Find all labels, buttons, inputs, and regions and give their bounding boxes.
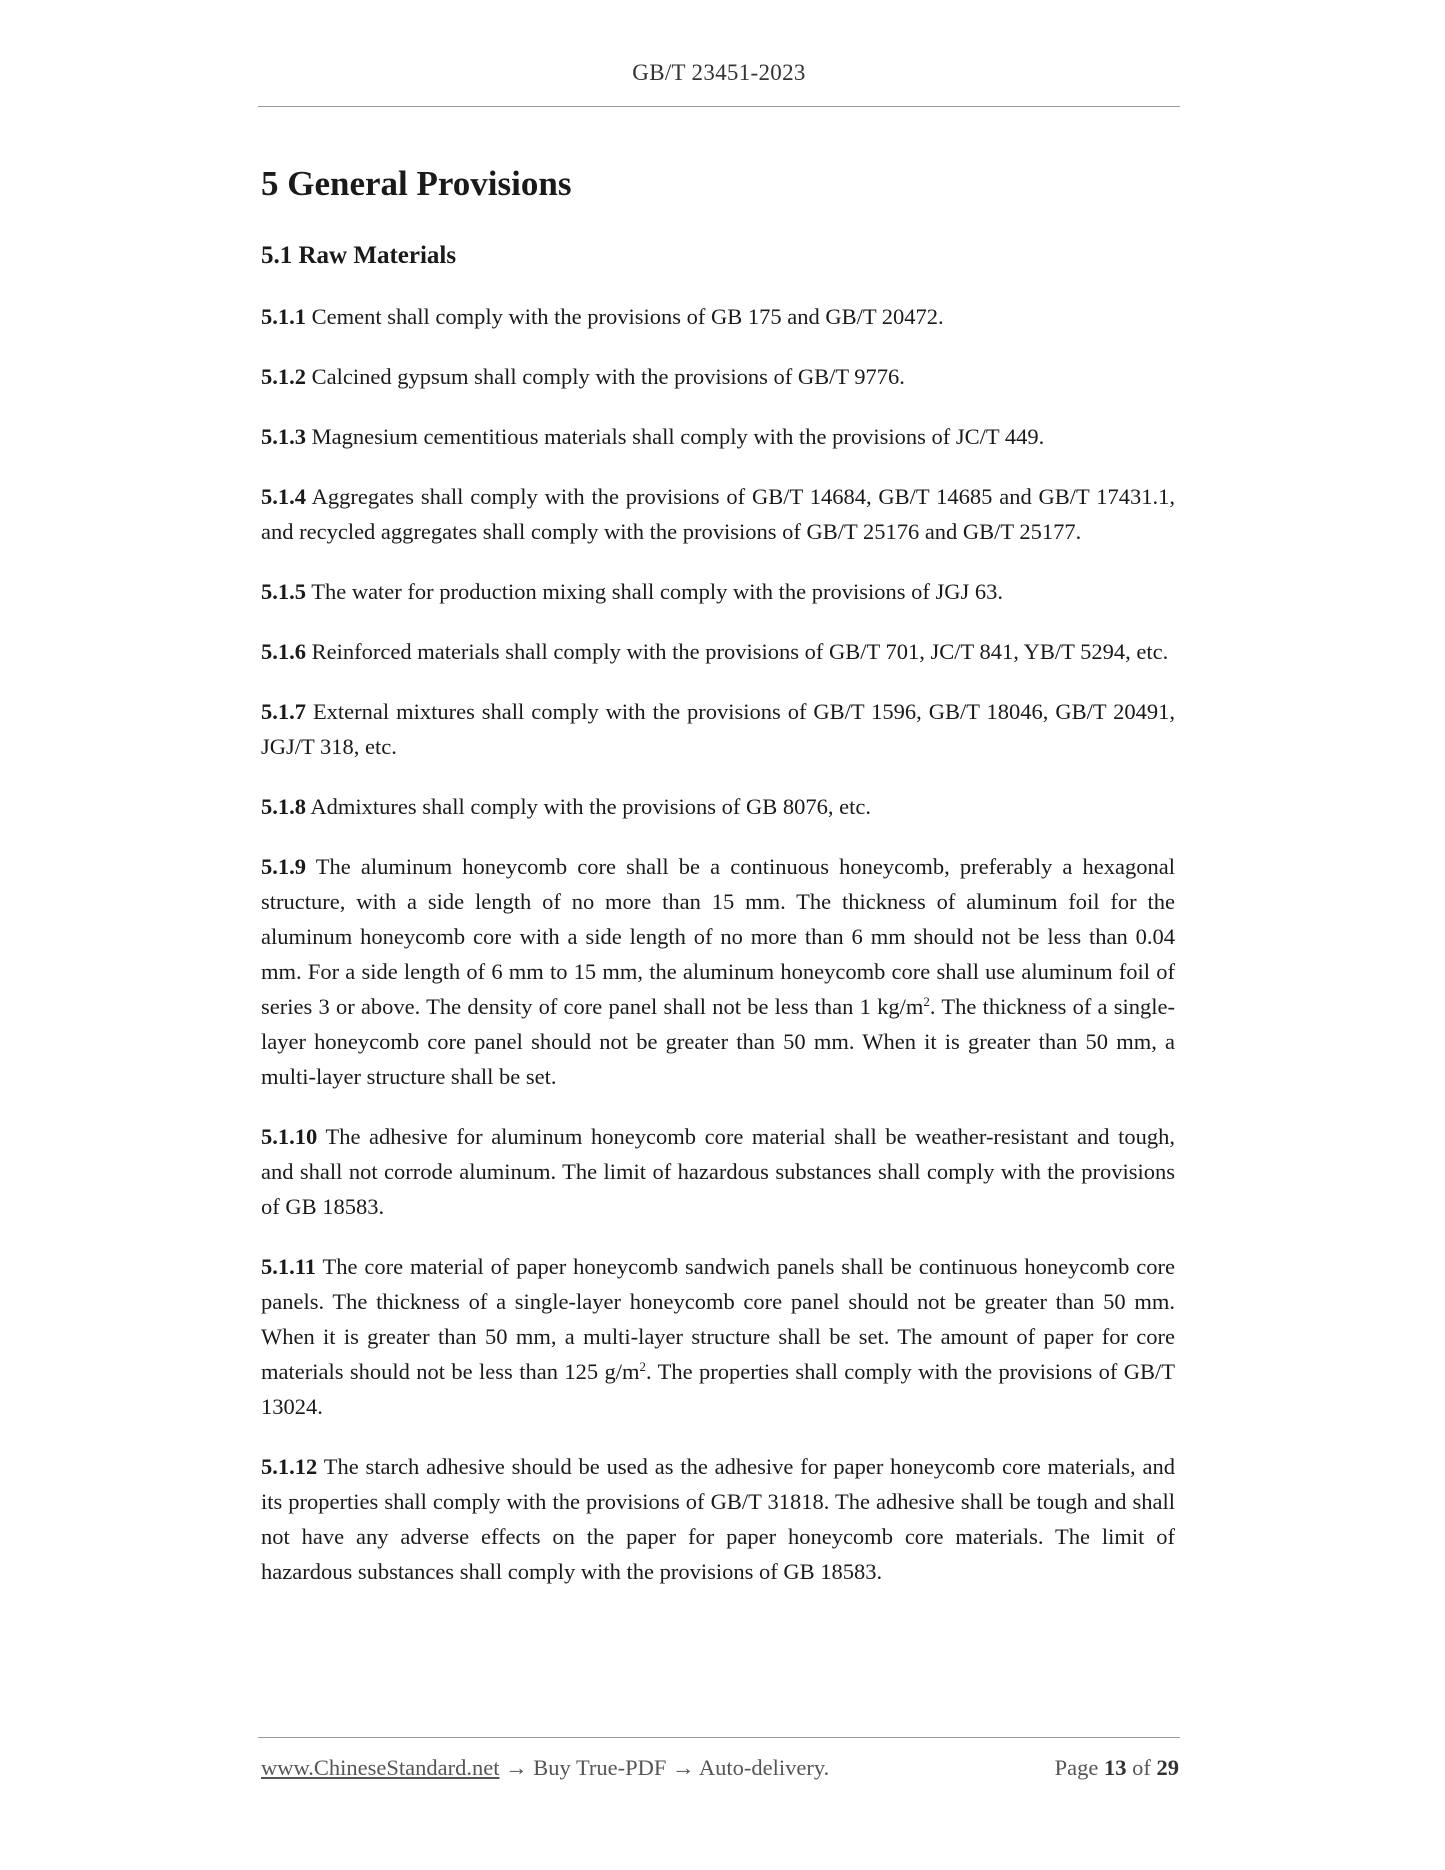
page-indicator (1055, 1755, 1179, 1781)
clause-number: 5.1.7 (261, 699, 306, 724)
clause-5-1-8 (261, 789, 1175, 824)
clause-5-1-7 (261, 694, 1175, 764)
clause-number: 5.1.4 (261, 484, 306, 509)
clause-5-1-11 (261, 1249, 1175, 1424)
clause-text: The core material of paper honeycomb sandwich panels shall be continuous honeycomb core panels. The thickness of a single-layer honeycomb core panel should not be greater than 50 mm. When it is greater than 50 mm, a multi-layer structure shall be set. The amount of paper for core materials should not be less than 125 g/m (261, 1254, 1175, 1384)
clause-text: The starch adhesive should be used as the adhesive for paper honeycomb core materials, and its properties shall comply with the provisions of GB/T 31818. The adhesive shall be tough and shall not have any adverse effects on the paper for paper honeycomb core materials. The limit of hazardous substances shall comply with the provisions of GB 18583. (261, 1454, 1175, 1584)
clause-number: 5.1.11 (261, 1254, 317, 1279)
clause-5-1-9 (261, 849, 1175, 1094)
clause-5-1-2 (261, 359, 1175, 394)
clause-text-continued: . The thickness of a single-layer honeycomb core panel should not be greater than 50 mm. When it is greater than 50 mm, a multi-layer structure shall be set. (261, 994, 1176, 1089)
clause-text: Magnesium cementitious materials shall comply with the provisions of JC/T 449. (306, 424, 1045, 449)
clause-number: 5.1.8 (261, 794, 306, 819)
clause-text-continued: . The properties shall comply with the provisions of GB/T 13024. (261, 1359, 1176, 1419)
clause-text: Admixtures shall comply with the provisions of GB 8076, etc. (306, 794, 871, 819)
clause-number: 5.1.3 (261, 424, 306, 449)
clause-5-1-6 (261, 634, 1175, 669)
clause-number: 5.1.10 (261, 1124, 318, 1149)
clause-5-1-1 (261, 299, 1175, 334)
clause-text: Calcined gypsum shall comply with the provisions of GB/T 9776. (306, 364, 905, 389)
header-divider (258, 106, 1180, 107)
clause-number: 5.1.6 (261, 639, 306, 664)
page-body (261, 158, 1175, 1589)
clause-number: 5.1.9 (261, 854, 306, 879)
footer-divider (258, 1737, 1180, 1738)
page-footer (261, 1755, 1179, 1781)
footer-tagline: → Buy True-PDF → Auto-delivery. (499, 1755, 830, 1780)
superscript: 2 (923, 994, 930, 1009)
clause-number: 5.1.1 (261, 304, 306, 329)
page-number: 13 (1104, 1755, 1127, 1780)
superscript: 2 (639, 1359, 647, 1374)
clause-text: The adhesive for aluminum honeycomb core material shall be weather-resistant and tough, and shall not corrode aluminum. The limit of hazardous substances shall comply with the provisions of GB 18583. (261, 1124, 1175, 1219)
clause-number: 5.1.2 (261, 364, 306, 389)
page-label: Page (1054, 1755, 1099, 1780)
clause-text: The water for production mixing shall comply with the provisions of JGJ 63. (306, 579, 1003, 604)
subsection-title: 5.1 Raw Materials (261, 242, 457, 269)
clause-text: Aggregates shall comply with the provisions of GB/T 14684, GB/T 14685 and GB/T 17431.1, and recycled aggregates shall comply with the provisions of GB/T 25176 and GB/T 25177. (261, 484, 1175, 544)
of-label: of (1132, 1755, 1151, 1780)
clause-5-1-4 (261, 479, 1175, 549)
clause-5-1-3 (261, 419, 1175, 454)
clause-number: 5.1.12 (261, 1454, 318, 1479)
clause-text: External mixtures shall comply with the provisions of GB/T 1596, GB/T 18046, GB/T 20491, JGJ/T 318, etc. (261, 699, 1175, 759)
clause-text: Reinforced materials shall comply with the provisions of GB/T 701, JC/T 841, YB/T 5294, etc. (306, 639, 1169, 664)
clause-number: 5.1.5 (261, 579, 306, 604)
section-title: 5 General Provisions (261, 164, 572, 203)
clause-5-1-12 (261, 1449, 1175, 1589)
clause-text: Cement shall comply with the provisions of GB 175 and GB/T 20472. (306, 304, 944, 329)
clause-5-1-5 (261, 574, 1175, 609)
running-header: GB/T 23451-2023 (632, 60, 806, 85)
clause-text: The aluminum honeycomb core shall be a continuous honeycomb, preferably a hexagonal structure, with a side length of no more than 15 mm. The thickness of aluminum foil for the aluminum honeycomb core with a side length of no more than 6 mm should not be less than 0.04 mm. For a side length of 6 mm to 15 mm, the aluminum honeycomb core shall use aluminum foil of series 3 or above. The density of core panel shall not be less than 1 kg/m (261, 854, 1175, 1019)
website-link[interactable]: www.ChineseStandard.net (261, 1755, 500, 1780)
clause-5-1-10 (261, 1119, 1175, 1224)
page-total: 29 (1156, 1755, 1179, 1780)
